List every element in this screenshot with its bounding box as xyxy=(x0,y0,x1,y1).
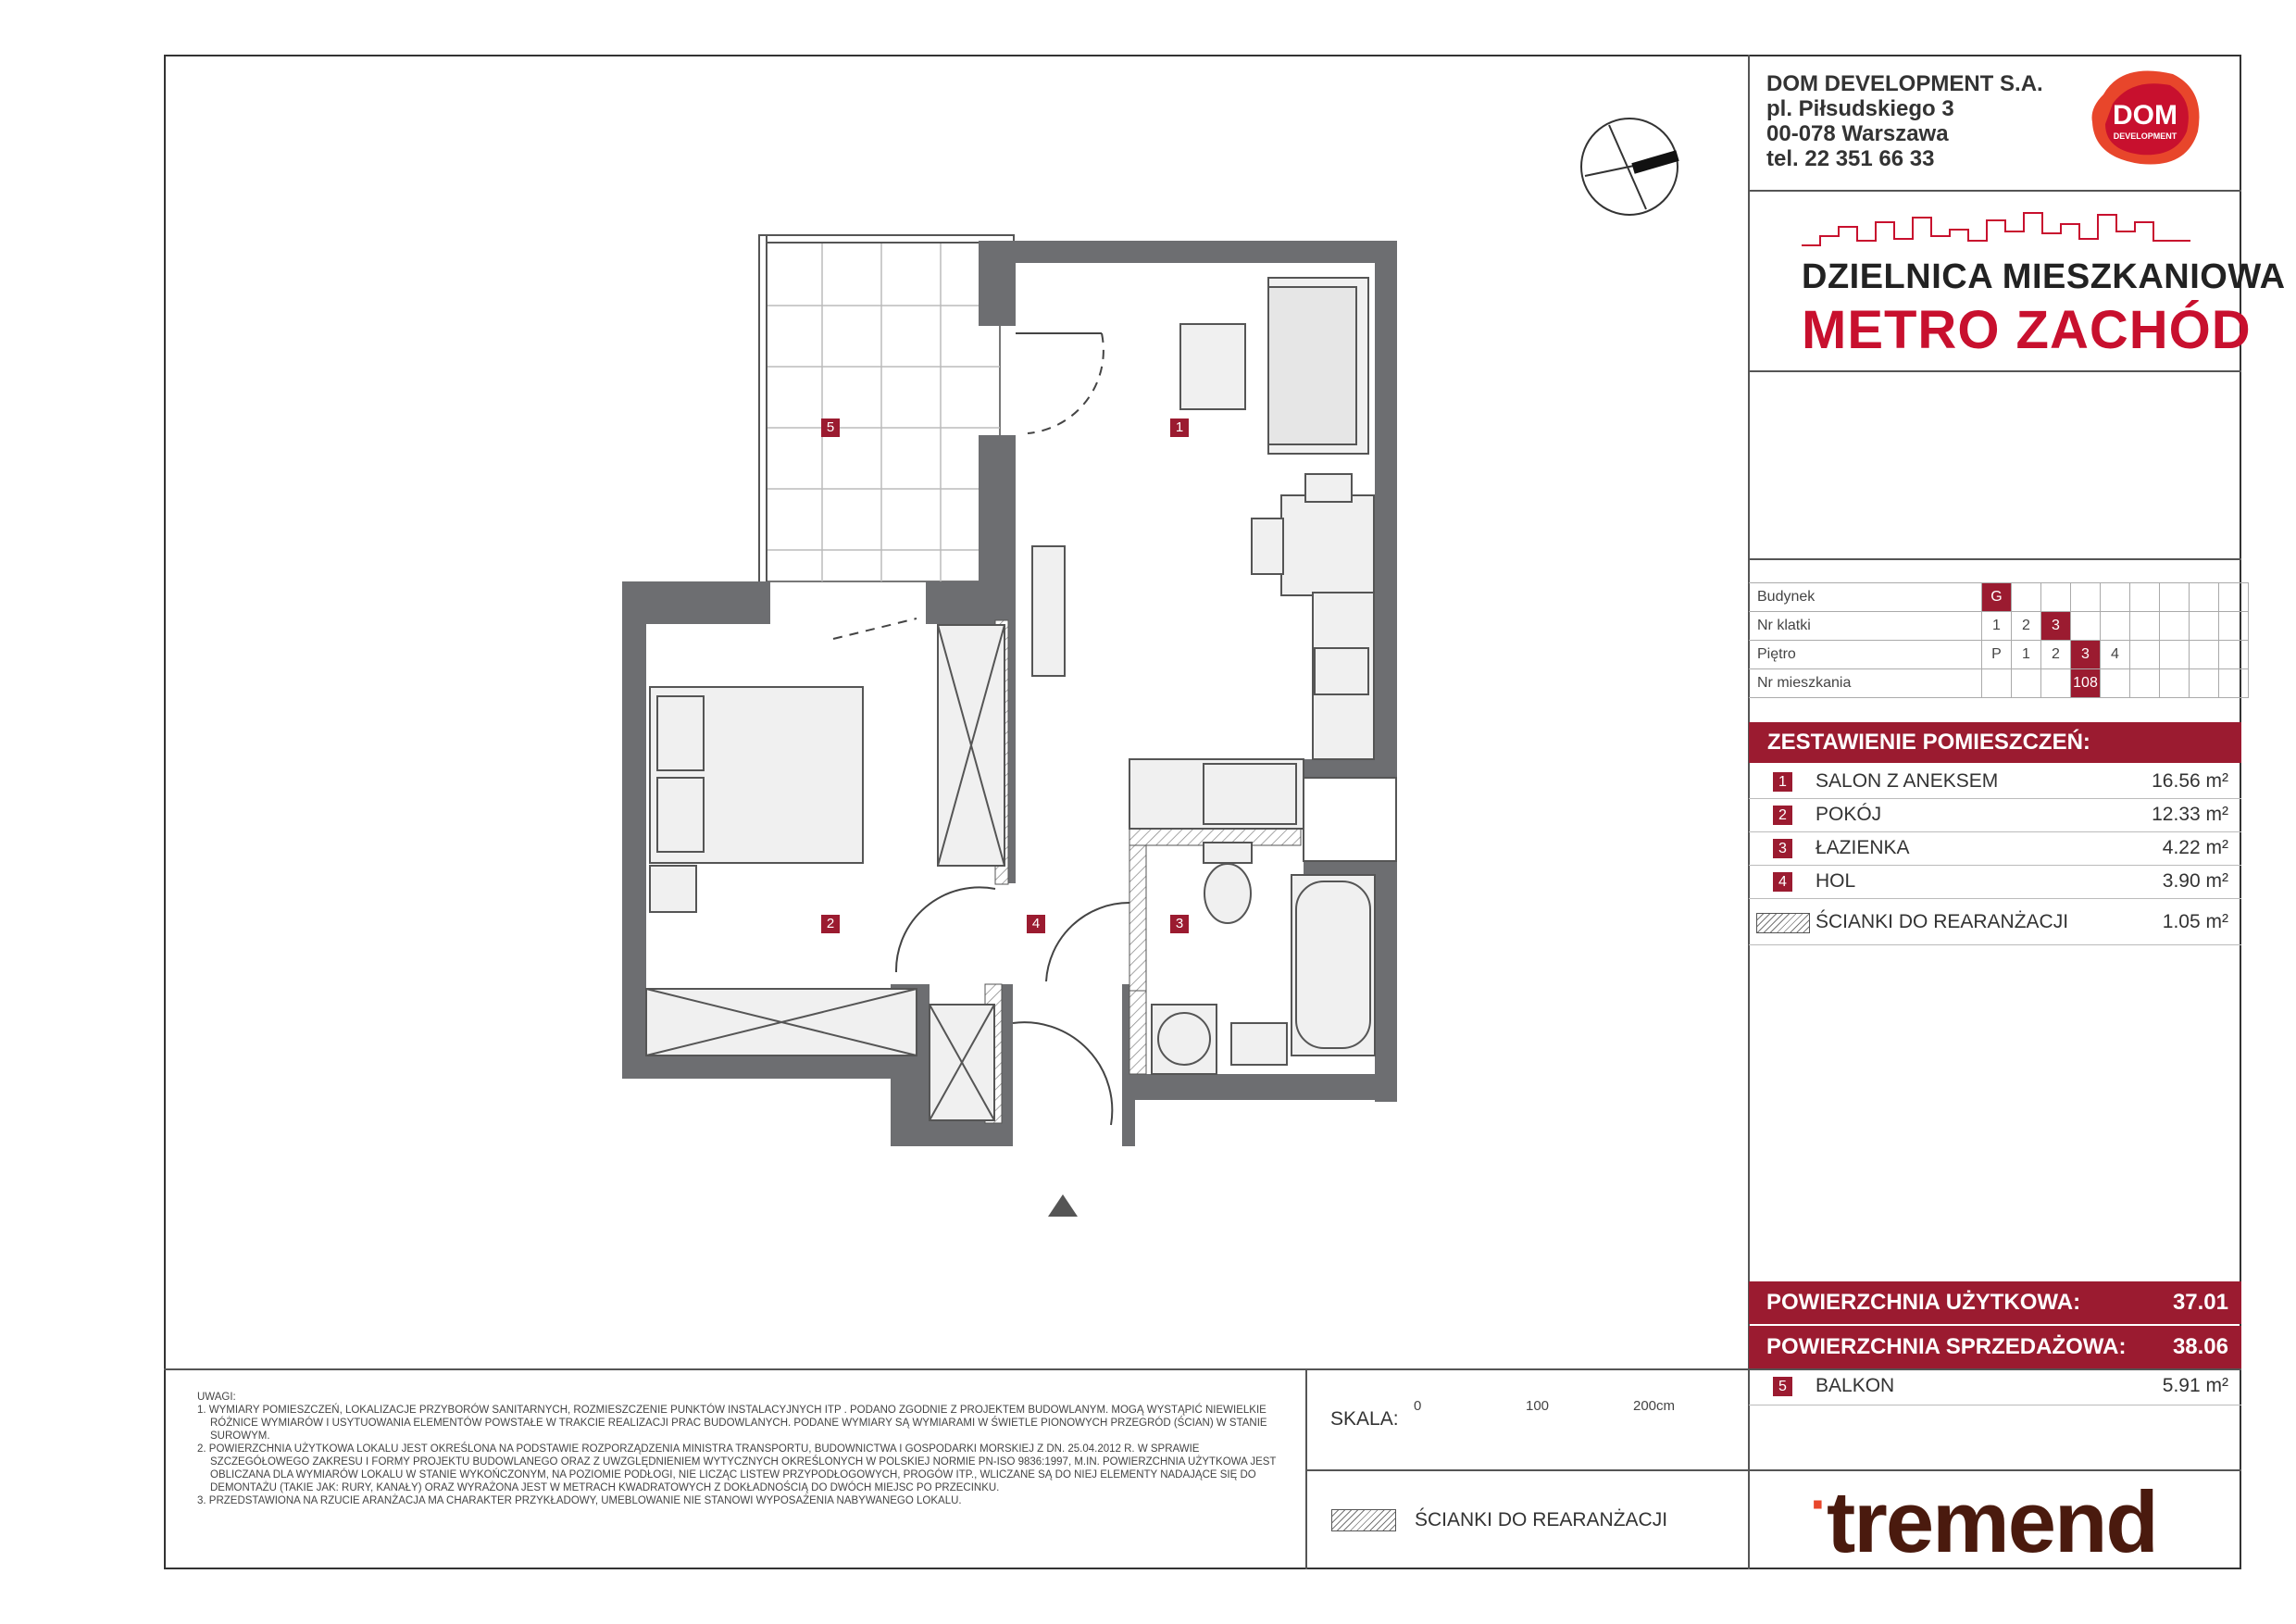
location-cell xyxy=(2190,583,2219,612)
location-row-label: Nr mieszkania xyxy=(1749,669,1982,698)
panel-divider-h1 xyxy=(1748,190,2241,192)
location-cell: P xyxy=(1982,641,2012,669)
location-cell: G xyxy=(1982,583,2012,612)
company-address xyxy=(1766,71,2043,171)
room-name: BALKON xyxy=(1816,1375,1895,1396)
location-cell xyxy=(2219,669,2249,698)
location-cell xyxy=(2219,583,2249,612)
scale-divider xyxy=(1305,1469,2241,1471)
location-cell xyxy=(2101,612,2130,641)
logo-line2: DEVELOPMENT xyxy=(2113,131,2177,141)
location-cell xyxy=(2160,669,2190,698)
scale-label: SKALA: xyxy=(1330,1408,1399,1430)
location-row xyxy=(1749,583,2249,612)
location-cell: 3 xyxy=(2071,641,2101,669)
location-cell xyxy=(2130,612,2160,641)
project-title-line2: METRO ZACHÓD xyxy=(1802,300,2252,360)
location-row xyxy=(1749,641,2249,669)
room-area: 16.56 m² xyxy=(2152,770,2228,792)
location-cell: 4 xyxy=(2101,641,2130,669)
balcony-row xyxy=(1749,1369,2241,1405)
location-row xyxy=(1749,612,2249,641)
room-area: 5.91 m² xyxy=(2162,1375,2228,1396)
company-phone: tel. 22 351 66 33 xyxy=(1766,146,1935,171)
room-area: 4.22 m² xyxy=(2162,837,2228,858)
location-cell xyxy=(2190,612,2219,641)
location-row-label: Piętro xyxy=(1749,641,1982,669)
room-name: ŁAZIENKA xyxy=(1816,837,1910,858)
room-number: 3 xyxy=(1773,839,1792,858)
note-item: 2. POWIERZCHNIA UŻYTKOWA LOKALU JEST OKREŚLONA NA PODSTAWIE ROZPORZĄDZENIA MINISTRA TRANSPORTU, BUDOWNICTWA I GOSPODARKI MORSKIEJ Z DN. 25.04.2012 R. W SPRAWIE SZCZEGÓŁOWEGO ZAKRESU I FORMY PROJEKTU BUDOWLANEGO ORAZ Z UWZGLĘDNIENIEM WYTYCZNYCH OKREŚLONYCH W POLSKIEJ NORMIE PN-ISO 9836:1997, M.IN. POWIERZCHNIA UŻYTKOWA JEST OBLICZANA DLA WYMIARÓW LOKALU W STANIE WYKOŃCZONYM, NA POZIOMIE PODŁOGI, NIE LICZĄC LISTEW PRZYPODŁOGOWYCH, PROGÓW ITP., WLICZANE SĄ DO NIEJ ELEMENTY NADAJĄCE SIĘ DO DEMONTAŻU (TAKIE JAK: RURY, KANAŁY) ORAZ WYRAŻONA JEST W METRACH KWADRATOWYCH Z DOKŁADNOŚCIĄ DO DWÓCH MIEJSC PO PRZECINKU. xyxy=(197,1443,1277,1493)
location-row-label: Nr klatki xyxy=(1749,612,1982,641)
entrance-arrow-icon xyxy=(1048,1194,1078,1217)
plan-label-room-5: 5 xyxy=(821,418,840,437)
room-row xyxy=(1749,831,2241,866)
location-cell xyxy=(2012,583,2041,612)
walls-row xyxy=(1749,900,2241,945)
location-cell xyxy=(2130,641,2160,669)
location-cell: 1 xyxy=(1982,612,2012,641)
skyline-icon xyxy=(1802,204,2190,259)
location-cell xyxy=(1982,669,2012,698)
summary-heading: ZESTAWIENIE POMIESZCZEŃ: xyxy=(1749,722,2241,763)
location-cell xyxy=(2041,583,2071,612)
location-cell xyxy=(2219,641,2249,669)
logo-line1: DOM xyxy=(2113,100,2177,131)
compass-icon xyxy=(1581,119,1678,215)
location-cell xyxy=(2101,669,2130,698)
location-cell xyxy=(2160,583,2190,612)
location-cell: 2 xyxy=(2041,641,2071,669)
room-name: SALON Z ANEKSEM xyxy=(1816,770,1999,792)
room-row xyxy=(1749,765,2241,799)
location-row-label: Budynek xyxy=(1749,583,1982,612)
location-cell xyxy=(2071,583,2101,612)
room-name: HOL xyxy=(1816,870,1856,892)
location-table xyxy=(1749,582,2249,698)
usable-area-label: POWIERZCHNIA UŻYTKOWA: xyxy=(1766,1290,2081,1315)
legend-hatch-swatch xyxy=(1331,1509,1396,1531)
location-cell xyxy=(2041,669,2071,698)
scale-tick-200: 200cm xyxy=(1633,1398,1676,1414)
balcony xyxy=(759,235,1014,587)
room-area: 3.90 m² xyxy=(2162,870,2228,892)
location-cell: 1 xyxy=(2012,641,2041,669)
location-row xyxy=(1749,669,2249,698)
room-number: 2 xyxy=(1773,806,1792,825)
walls-name: ŚCIANKI DO REARANŻACJI xyxy=(1816,911,2069,932)
hatch-swatch xyxy=(1756,913,1810,933)
tremend-text: tremend xyxy=(1826,1473,2157,1570)
room-row xyxy=(1749,865,2241,899)
company-city: 00-078 Warszawa xyxy=(1766,121,1949,146)
room-name: POKÓJ xyxy=(1816,804,1882,825)
note-item: 3. PRZEDSTAWIONA NA RZUCIE ARANŻACJA MA CHARAKTER PRZYKŁADOWY, UMEBLOWANIE NIE STANOWI WYPOSAŻENIA NABYWANEGO LOKALU. xyxy=(197,1495,962,1506)
plan-label-room-4: 4 xyxy=(1027,915,1045,933)
notes xyxy=(197,1391,1288,1507)
scale-tick-0: 0 xyxy=(1414,1398,1422,1414)
project-title-line1: DZIELNICA MIESZKANIOWA xyxy=(1802,257,2286,296)
dom-development-logo xyxy=(2085,67,2205,173)
room-area: 12.33 m² xyxy=(2152,804,2228,825)
location-cell xyxy=(2130,583,2160,612)
location-cell xyxy=(2160,612,2190,641)
sales-area-value: 38.06 xyxy=(2172,1334,2228,1359)
room-number: 5 xyxy=(1773,1377,1792,1396)
location-cell xyxy=(2190,669,2219,698)
location-cell xyxy=(2219,612,2249,641)
panel-divider-h3 xyxy=(1748,558,2241,560)
panel-divider-h2 xyxy=(1748,370,2241,372)
location-cell: 2 xyxy=(2012,612,2041,641)
location-cell: 3 xyxy=(2041,612,2071,641)
walls-area: 1.05 m² xyxy=(2162,911,2228,932)
notes-title: UWAGI: xyxy=(197,1392,236,1403)
company-name: DOM DEVELOPMENT S.A. xyxy=(1766,71,2043,96)
location-cell xyxy=(2012,669,2041,698)
scale-tick-100: 100 xyxy=(1526,1398,1550,1414)
project-title xyxy=(1766,204,2286,366)
room-row xyxy=(1749,798,2241,832)
room-number: 4 xyxy=(1773,872,1792,892)
location-cell: 108 xyxy=(2071,669,2101,698)
usable-area-row xyxy=(1749,1281,2241,1324)
company-street: pl. Piłsudskiego 3 xyxy=(1766,96,1954,121)
note-item: 1. WYMIARY POMIESZCZEŃ, LOKALIZACJE PRZYBORÓW SANITARNYCH, ROZMIESZCZENIE PUNKTÓW INSTALACYJNYCH ITP . PODANO ZGODNIE Z PROJEKTEM BUDOWLANYM. MOGĄ WYSTĄPIĆ NIEWIELKIE RÓŻNICE WYMIARÓW I USYTUOWANIA ELEMENTÓW POWSTAŁE W TRAKCIE REALIZACJI PRAC BUDOWLANYCH. PODANE WYMIARY SĄ WYMIARAMI W ŚWIETLE PIONOWYCH PRZEGRÓD (ŚCIAN) W STANIE SUROWYM. xyxy=(197,1405,1267,1442)
location-cell xyxy=(2190,641,2219,669)
location-cell xyxy=(2160,641,2190,669)
location-cell xyxy=(2101,583,2130,612)
tremend-logo: ·tremend xyxy=(1810,1473,2157,1570)
usable-area-value: 37.01 xyxy=(2172,1290,2228,1315)
room-number: 1 xyxy=(1773,772,1792,792)
sales-area-row xyxy=(1749,1326,2241,1368)
plan-label-room-3: 3 xyxy=(1170,915,1189,933)
location-cell xyxy=(2071,612,2101,641)
sales-area-label: POWIERZCHNIA SPRZEDAŻOWA: xyxy=(1766,1334,2127,1359)
plan-label-room-1: 1 xyxy=(1170,418,1189,437)
location-cell xyxy=(2130,669,2160,698)
plan-label-room-2: 2 xyxy=(821,915,840,933)
legend-label: ŚCIANKI DO REARANŻACJI xyxy=(1415,1509,1668,1530)
